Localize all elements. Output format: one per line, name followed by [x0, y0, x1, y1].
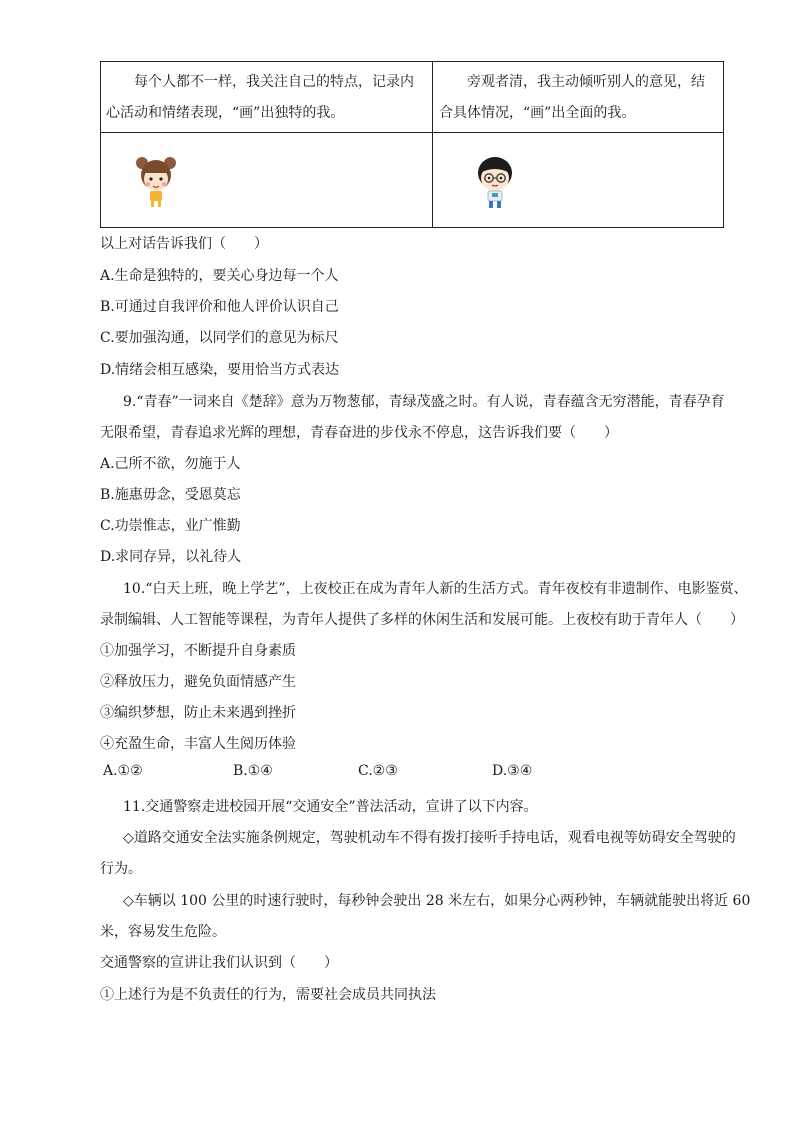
- q9-line-2: 无限希望，青春追求光辉的理想，青春奋进的步伐永不停息，这告诉我们要（ ）: [100, 425, 618, 441]
- q11-item-1: ①上述行为是不负责任的行为，需要社会成员共同执法: [100, 987, 436, 1003]
- q10-item-2: ②释放压力，避免负面情感产生: [100, 674, 296, 690]
- q10-item-4: ④充盈生命，丰富人生阅历体验: [100, 736, 296, 752]
- q11-para2-line-1: ◇车辆以 100 公里的时速行驶时，每秒钟会驶出 28 米左右，如果分心两秒钟，车辆就能驶出将近 60: [123, 893, 751, 909]
- left-image-cell: [101, 133, 433, 228]
- q9-line-1: 9.“青春”一词来自《楚辞》意为万物葱郁，青绿茂盛之时。有人说，青春蕴含无穷潜能，青春孕育: [123, 394, 725, 410]
- q11-para2-line-2: 米，容易发生危险。: [100, 924, 226, 940]
- q10-line-2: 录制编辑、人工智能等课程，为青年人提供了多样的休闲生活和发展可能。上夜校有助于青年人（ ）: [100, 612, 744, 628]
- q8-option-d: D.情绪会相互感染，要用恰当方式表达: [100, 362, 340, 378]
- q10-line-1: 10.“白天上班，晚上学艺”，上夜校正在成为青年人新的生活方式。青年夜校有非遗制作、电影鉴赏、: [123, 581, 748, 597]
- right-image-cell: [433, 133, 724, 228]
- q10-option-b: B.①④: [233, 763, 273, 779]
- left-text-cell: [101, 62, 433, 133]
- q9-option-b: B.施惠毋念，受恩莫忘: [100, 487, 241, 503]
- q9-option-c: C.功崇惟志，业广惟勤: [100, 518, 241, 534]
- boy-with-glasses-cartoon-icon: [474, 151, 516, 213]
- q9-option-d: D.求同存异，以礼待人: [100, 549, 242, 565]
- girl-cartoon-icon: [136, 151, 176, 211]
- q10-item-3: ③编织梦想，防止未来遇到挫折: [100, 705, 296, 721]
- q11-para1-line-2: 行为。: [100, 861, 142, 877]
- q10-option-a: A.①②: [103, 763, 143, 779]
- left-text: 每个人都不一样，我关注自己的特点，记录内心活动和情绪表现，“画”出独特的我。: [106, 74, 414, 121]
- q11-stem: 交通警察的宣讲让我们认识到（ ）: [100, 955, 338, 971]
- q10-option-d: D.③④: [492, 763, 533, 779]
- dialogue-table: [100, 61, 724, 228]
- q8-option-b: B.可通过自我评价和他人评价认识自己: [100, 299, 339, 315]
- q9-option-a: A.己所不欲，勿施于人: [100, 456, 241, 472]
- q11-para1-line-1: ◇道路交通安全法实施条例规定，驾驶机动车不得有拨打接听手持电话，观看电视等妨碍安全驾驶的: [123, 830, 736, 846]
- right-text: 旁观者清，我主动倾听别人的意见，结合具体情况，“画”出全面的我。: [439, 74, 705, 121]
- q10-item-1: ①加强学习，不断提升自身素质: [100, 643, 296, 659]
- right-text-cell: [433, 62, 724, 133]
- q10-option-c: C.②③: [358, 763, 398, 779]
- q8-option-a: A.生命是独特的，要关心身边每一个人: [100, 268, 339, 284]
- q11-line-1: 11.交通警察走进校园开展“交通安全”普法活动，宣讲了以下内容。: [123, 799, 538, 815]
- q10-options: [103, 763, 533, 783]
- q8-option-c: C.要加强沟通，以同学们的意见为标尺: [100, 330, 339, 346]
- q8-stem: 以上对话告诉我们（ ）: [100, 236, 268, 252]
